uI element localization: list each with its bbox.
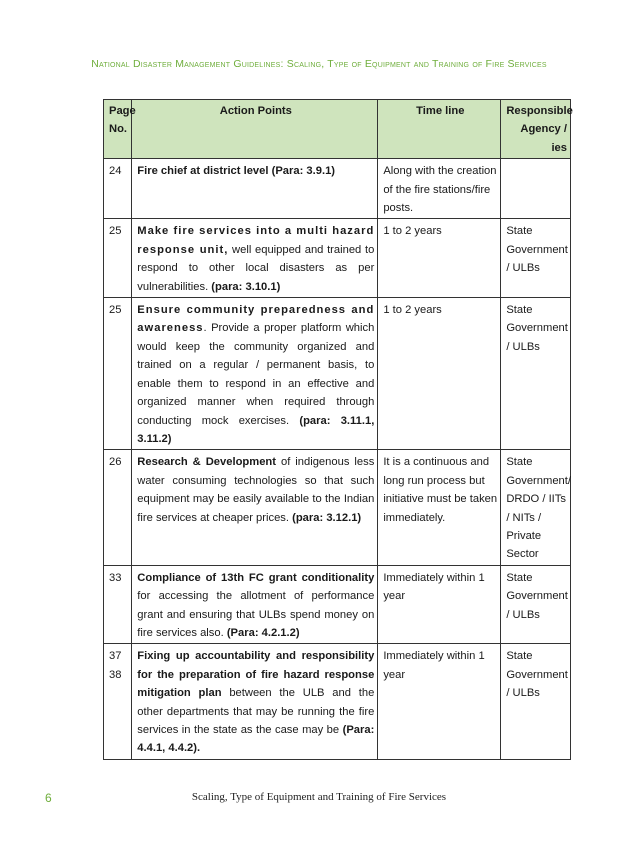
action-cell (132, 450, 378, 565)
agency-cell: State Government/ DRDO / IITs / NITs / Private Sector (501, 450, 571, 565)
column-header-timeline: Time line (378, 100, 501, 159)
table-body (104, 159, 571, 760)
agency-cell: State Government / ULBs (501, 644, 571, 759)
column-header-page (104, 100, 136, 159)
timeline-cell: 1 to 2 years (378, 298, 501, 450)
action-bold: Fixing up accountability and responsibility for the preparation of fire hazard response mitigation plan (137, 650, 375, 700)
action-points-table (103, 99, 571, 760)
timeline-cell: Along with the creation of the fire stations/fire posts. (378, 159, 501, 219)
page-cell: 26 (104, 450, 132, 565)
table-row (104, 159, 571, 219)
action-cell (132, 159, 378, 219)
page-cell: 25 (104, 219, 132, 298)
column-header-agency-line1: Responsible (506, 105, 573, 117)
column-header-agency (501, 100, 571, 159)
page-cell: 24 (104, 159, 132, 219)
action-reference: (Para: 4.2.1.2) (226, 626, 300, 639)
action-reference: (para: 3.12.1) (292, 511, 362, 524)
agency-cell: State Government / ULBs (501, 565, 571, 644)
table-row (104, 644, 571, 759)
column-header-page-line2: No. (109, 123, 128, 136)
timeline-cell: It is a continuous and long run process but initiative must be taken immediately. (378, 450, 501, 565)
footer-title: Scaling, Type of Equipment and Training of Fire Services (191, 791, 447, 803)
table-header (104, 100, 571, 159)
header-row (104, 100, 571, 159)
action-cell (132, 565, 378, 644)
column-header-action: Action Points (132, 100, 378, 159)
action-bold: Ensure community preparedness and awareness (137, 304, 375, 335)
action-text: well equipped and trained to respond to other local disasters as per vulnerabilities. (137, 243, 375, 293)
column-header-page-line1: Page (109, 105, 136, 117)
action-cell (132, 644, 378, 759)
running-header: National Disaster Management Guidelines: Scaling, Type of Equipment and Training of Fire Services (91, 58, 547, 70)
agency-cell: State Government / ULBs (501, 298, 571, 450)
action-bold: Compliance of 13th FC grant conditionality (137, 571, 375, 584)
action-cell (132, 219, 378, 298)
agency-cell (501, 159, 571, 219)
action-text: for accessing the allotment of performance grant and ensuring that ULBs spend money on fire services also. (137, 590, 375, 639)
column-header-agency-line2: Agency / ies (520, 123, 567, 154)
timeline-cell: Immediately within 1 year (378, 565, 501, 644)
action-bold: Make fire services into a multi hazard response unit, (137, 225, 375, 256)
action-bold: Research & Development (137, 456, 276, 469)
action-text: . Provide a proper platform which would keep the community organized and trained on a regular / permanent basis, to enable them to respond in an effective and organized manner when required through conducting mock exercises. (137, 322, 375, 427)
action-reference: (para: 3.11.1, 3.11.2) (137, 414, 375, 445)
table-row (104, 565, 571, 644)
agency-cell: State Government / ULBs (501, 219, 571, 298)
page-number: 6 (45, 791, 52, 805)
action-reference: (Para: 4.4.1, 4.4.2). (137, 724, 375, 755)
table-row (104, 219, 571, 298)
table-row (104, 450, 571, 565)
action-reference: (para: 3.10.1) (211, 280, 281, 293)
timeline-cell: 1 to 2 years (378, 219, 501, 298)
action-bold: Fire chief at district level (Para: 3.9.1) (137, 165, 336, 178)
action-cell (132, 298, 378, 450)
timeline-cell: Immediately within 1 year (378, 644, 501, 759)
page-cell: 33 (104, 565, 132, 644)
page-cell: 37 38 (104, 644, 132, 759)
table-row (104, 298, 571, 450)
action-text: of indigenous less water consuming technologies so that such equipment may be easily available to the Indian fire services at cheaper prices. (137, 456, 375, 524)
action-text: between the ULB and the other departments that may be running the fire services in the state as the case may be (137, 687, 375, 736)
page-cell: 25 (104, 298, 132, 450)
